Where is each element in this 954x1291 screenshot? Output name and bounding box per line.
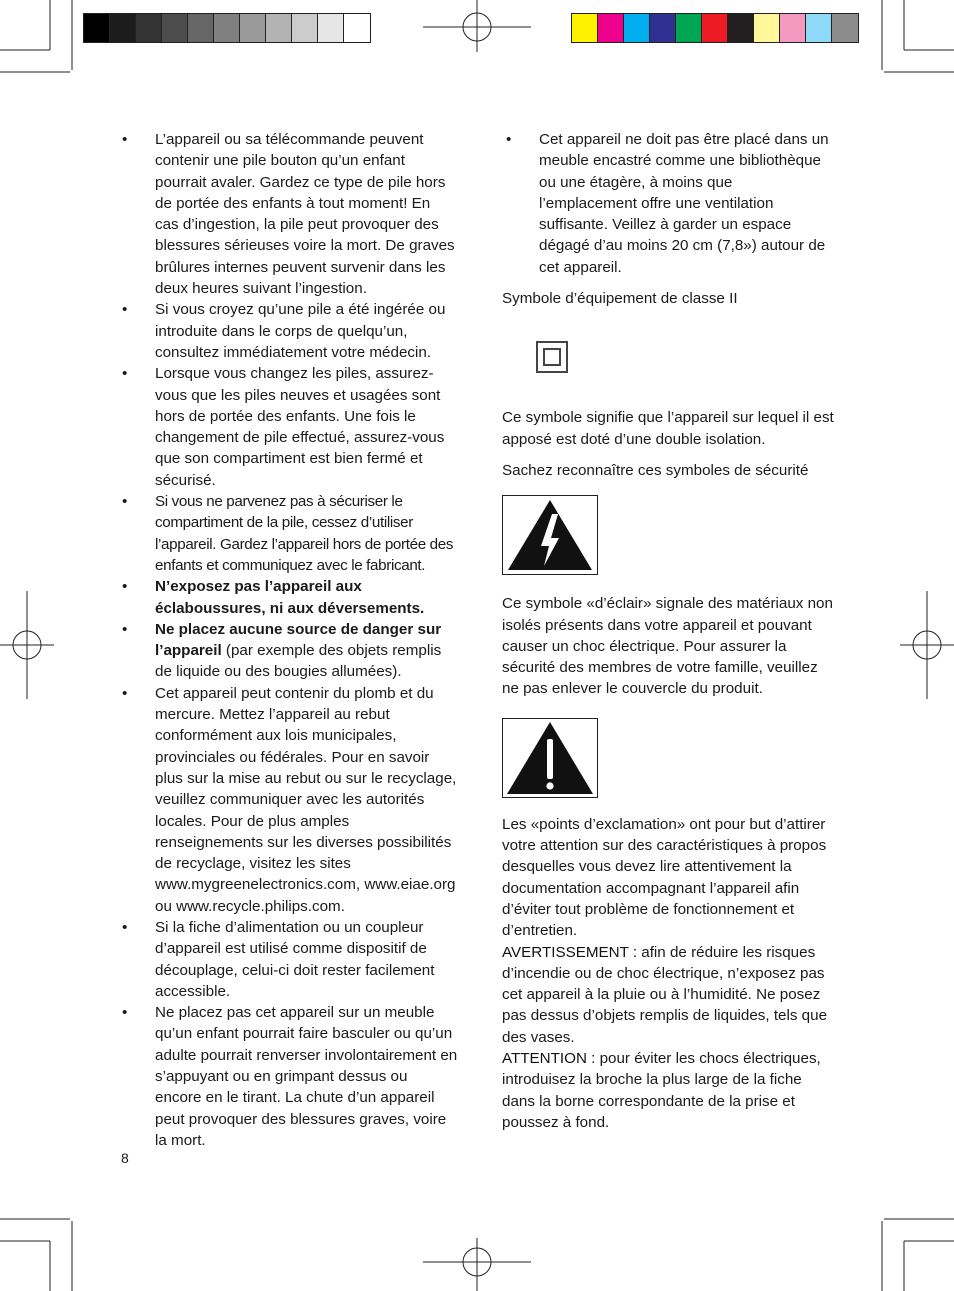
color-swatch [728, 14, 754, 42]
color-swatch [214, 14, 240, 42]
exclamation-description: Les «points d’exclamation» ont pour but d’attirer votre attention sur des caractéristiques à propos desquelles vous devez lire attentivement la documentation accompagnant l’appareil afin d’éviter tout problème de fonctionnement et d’entretien. [502, 815, 827, 940]
class2-heading: Symbole d’équipement de classe II [502, 290, 738, 308]
list-item: • Ne placez pas cet appareil sur un meuble qu’un enfant pourrait faire basculer ou qu’un adulte pourrait renverser involontairement en s’appuyant ou en grimpant dessus ou encore en le tirant. La chute d’un appareil peut provoquer des blessures graves, voire la mort. [118, 1002, 458, 1151]
color-swatch [344, 14, 370, 42]
list-item: • Si la fiche d’alimentation ou un coupleur d’appareil est utilisé comme dispositif de découplage, celui-ci doit rester facilement accessible. [118, 917, 458, 1002]
list-item: • Si vous croyez qu’une pile a été ingérée ou introduite dans le corps de quelqu’un, consultez immédiatement votre médecin. [118, 299, 458, 363]
double-square-icon [536, 341, 568, 373]
caution-label: ATTENTION : [502, 1050, 596, 1068]
color-swatch [624, 14, 650, 42]
color-swatch [832, 14, 858, 42]
list-item: • Si vous ne parvenez pas à sécuriser le compartiment de la pile, cessez d’utiliser l’appareil. Gardez l’appareil hors de portée des enfants et communiquez avec le fabricant. [118, 491, 458, 576]
color-swatch [84, 14, 110, 42]
color-swatch [110, 14, 136, 42]
right-column [502, 129, 834, 1133]
caution-paragraph: ATTENTION : pour éviter les chocs électriques, introduisez la broche la plus large de la fiche dans la borne correspondante de la prise et poussez à fond. [502, 1050, 821, 1131]
safety-bullet-list [118, 129, 458, 1151]
ventilation-bullet-list [502, 129, 834, 278]
process-color-bar [571, 13, 859, 43]
list-item: • L’appareil ou sa télécommande peuvent contenir une pile bouton qu’un enfant pourrait avaler. Gardez ce type de pile hors de portée des enfants à tout moment! En cas d’ingestion, la pile peut provoquer des blessures sérieuses voire la mort. De graves brûlures internes peuvent survenir dans les deux heures suivant l’ingestion. [118, 129, 458, 299]
list-item: • Cet appareil peut contenir du plomb et du mercure. Mettez l’appareil au rebut conformément aux lois municipales, provinciales ou fédérales. Pour en savoir plus sur la mise au rebut ou sur le recyclage, veuillez communiquer avec les autorités locales. Pour de plus amples renseignements sur les diverses possibilités de recyclage, visitez les sites www.mygreenelectronics.com, www.eiae.org ou www.recycle.philips.com. [118, 683, 458, 917]
color-swatch [676, 14, 702, 42]
list-item: • Ne placez aucune source de danger sur l’appareil (par exemple des objets remplis de liquide ou des bougies allumées). [118, 619, 458, 683]
color-swatch [780, 14, 806, 42]
color-swatch [240, 14, 266, 42]
color-swatch [754, 14, 780, 42]
lightning-warning-icon [502, 495, 598, 575]
color-swatch [598, 14, 624, 42]
list-item: • Lorsque vous changez les piles, assurez-vous que les piles neuves et usagées sont hors de portée des enfants. Une fois le changement de pile effectué, assurez-vous que son compartiment est bien fermé et sécurisé. [118, 363, 458, 491]
color-swatch [702, 14, 728, 42]
left-column [118, 129, 458, 1151]
color-swatch [572, 14, 598, 42]
page-number: 8 [121, 1150, 129, 1166]
color-swatch [650, 14, 676, 42]
color-swatch [136, 14, 162, 42]
warning-label: AVERTISSEMENT : [502, 943, 638, 961]
color-swatch [806, 14, 832, 42]
safety-symbols-heading: Sachez reconnaître ces symboles de sécurité [502, 461, 809, 479]
color-swatch [162, 14, 188, 42]
warning-paragraph: AVERTISSEMENT : afin de réduire les risques d’incendie ou de choc électrique, n’exposez pas cet appareil à la pluie ou à l’humidité. Ne posez pas dessus d’objets remplis de liquides, tels que des vases. [502, 943, 828, 1046]
color-swatch [292, 14, 318, 42]
class2-description: Ce symbole signifie que l’appareil sur lequel il est apposé est doté d’une double isolation. [502, 409, 834, 448]
color-swatch [266, 14, 292, 42]
gray-color-bar [83, 13, 371, 43]
color-swatch [188, 14, 214, 42]
exclamation-warning-icon [502, 718, 598, 798]
color-swatch [318, 14, 344, 42]
list-item: • Cet appareil ne doit pas être placé dans un meuble encastré comme une bibliothèque ou une étagère, à moins que l’emplacement offre une ventilation suffisante. Veillez à garder un espace dégagé d’au moins 20 cm (7,8») autour de cet appareil. [502, 129, 834, 278]
lightning-description: Ce symbole «d’éclair» signale des matériaux non isolés présents dans votre appareil et pouvant causer un choc électrique. Pour assurer la sécurité des membres de votre famille, veuillez ne pas enlever le couvercle du produit. [502, 595, 833, 698]
list-item: • N’exposez pas l’appareil aux éclaboussures, ni aux déversements. [118, 576, 458, 619]
